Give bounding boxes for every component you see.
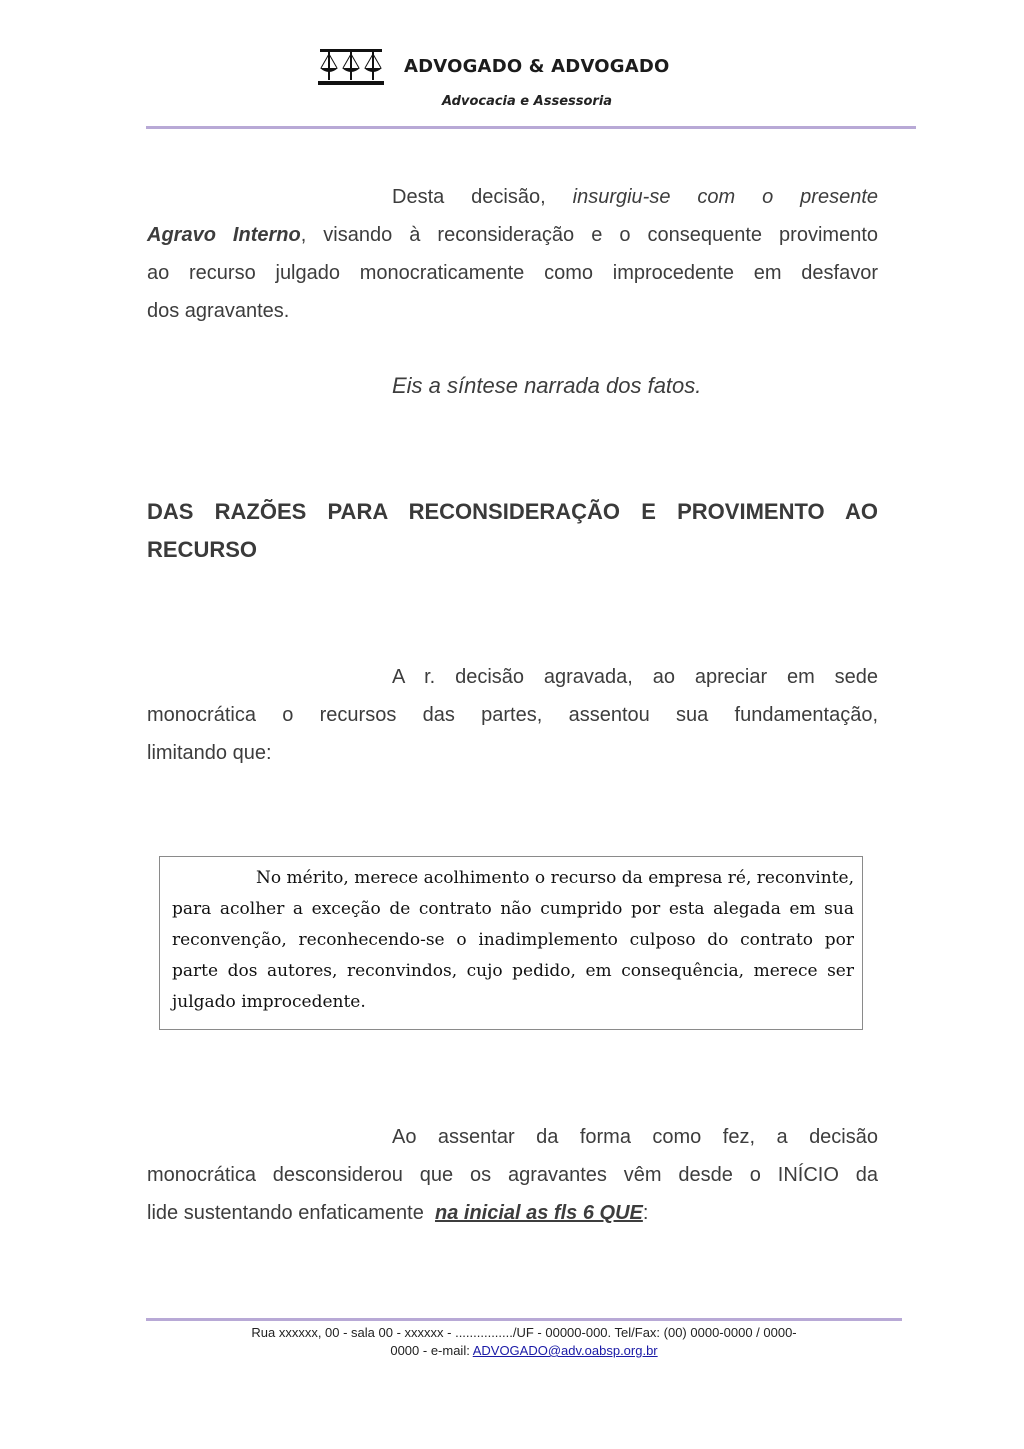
p3-line3-text: lide sustentando enfaticamente xyxy=(147,1202,424,1224)
quote-line2: para acolher a exceção de contrato não cumprido por esta alegada em sua xyxy=(172,899,854,919)
quote-line4: parte dos autores, reconvindos, cujo pedido, em consequência, merece ser xyxy=(172,961,854,981)
firm-subtitle: Advocacia e Assessoria xyxy=(442,94,613,109)
paragraph-decision-appeal xyxy=(147,178,878,330)
p3-line2: monocrática desconsiderou que os agravantes vêm desde o INÍCIO da xyxy=(147,1164,878,1186)
heading-line1: DAS RAZÕES PARA RECONSIDERAÇÃO E PROVIMENTO AO xyxy=(147,499,878,524)
firm-name: ADVOGADO & ADVOGADO xyxy=(404,56,670,77)
heading-line2: RECURSO xyxy=(147,537,258,562)
quoted-decision-box xyxy=(159,856,863,1030)
synthesis-sentence: Eis a síntese narrada dos fatos. xyxy=(392,373,702,398)
quote-line3: reconvenção, reconhecendo-se o inadimplemento culposo do contrato por xyxy=(172,930,854,950)
footer-email-label: 0000 - e-mail: xyxy=(390,1343,473,1358)
p2-line1: A r. decisão agravada, ao apreciar em sede xyxy=(392,666,878,688)
quoted-decision-text xyxy=(172,863,854,1018)
p1-line1-text: Desta decisão, xyxy=(392,186,546,208)
quote-line1: No mérito, merece acolhimento o recurso da empresa ré, reconvinte, xyxy=(256,868,854,888)
paragraph-decision-summary xyxy=(147,658,878,772)
p1-line2-text: , visando à reconsideração e o consequente provimento xyxy=(300,224,878,246)
p3-line3-colon: : xyxy=(642,1202,649,1224)
p1-line3: ao recurso julgado monocraticamente como improcedente em desfavor xyxy=(147,262,878,284)
quote-line5: julgado improcedente. xyxy=(172,992,366,1012)
inicial-reference: na inicial as fls 6 QUE xyxy=(434,1202,643,1224)
footer-divider xyxy=(146,1318,902,1321)
header-divider xyxy=(146,126,916,129)
scales-of-justice-icon xyxy=(316,46,386,88)
footer-contact xyxy=(146,1324,902,1360)
agravo-interno-term: Agravo Interno xyxy=(147,224,301,246)
footer-address: Rua xxxxxx, 00 - sala 00 - xxxxxx - ................/UF - 00000-000. Tel/Fax: (00) 0000-0000 / 0000- xyxy=(251,1325,797,1340)
p1-line4: dos agravantes. xyxy=(147,300,290,322)
p1-line1-italic: insurgiu-se com o presente xyxy=(572,186,879,208)
section-heading xyxy=(147,493,878,569)
email-link[interactable]: ADVOGADO@adv.oabsp.org.br xyxy=(472,1343,658,1358)
p2-line2: monocrática o recursos das partes, assentou sua fundamentação, xyxy=(147,704,878,726)
p3-line1: Ao assentar da forma como fez, a decisão xyxy=(392,1126,878,1148)
paragraph-monocratic-decision xyxy=(147,1118,878,1232)
p2-line3: limitando que: xyxy=(147,742,272,764)
